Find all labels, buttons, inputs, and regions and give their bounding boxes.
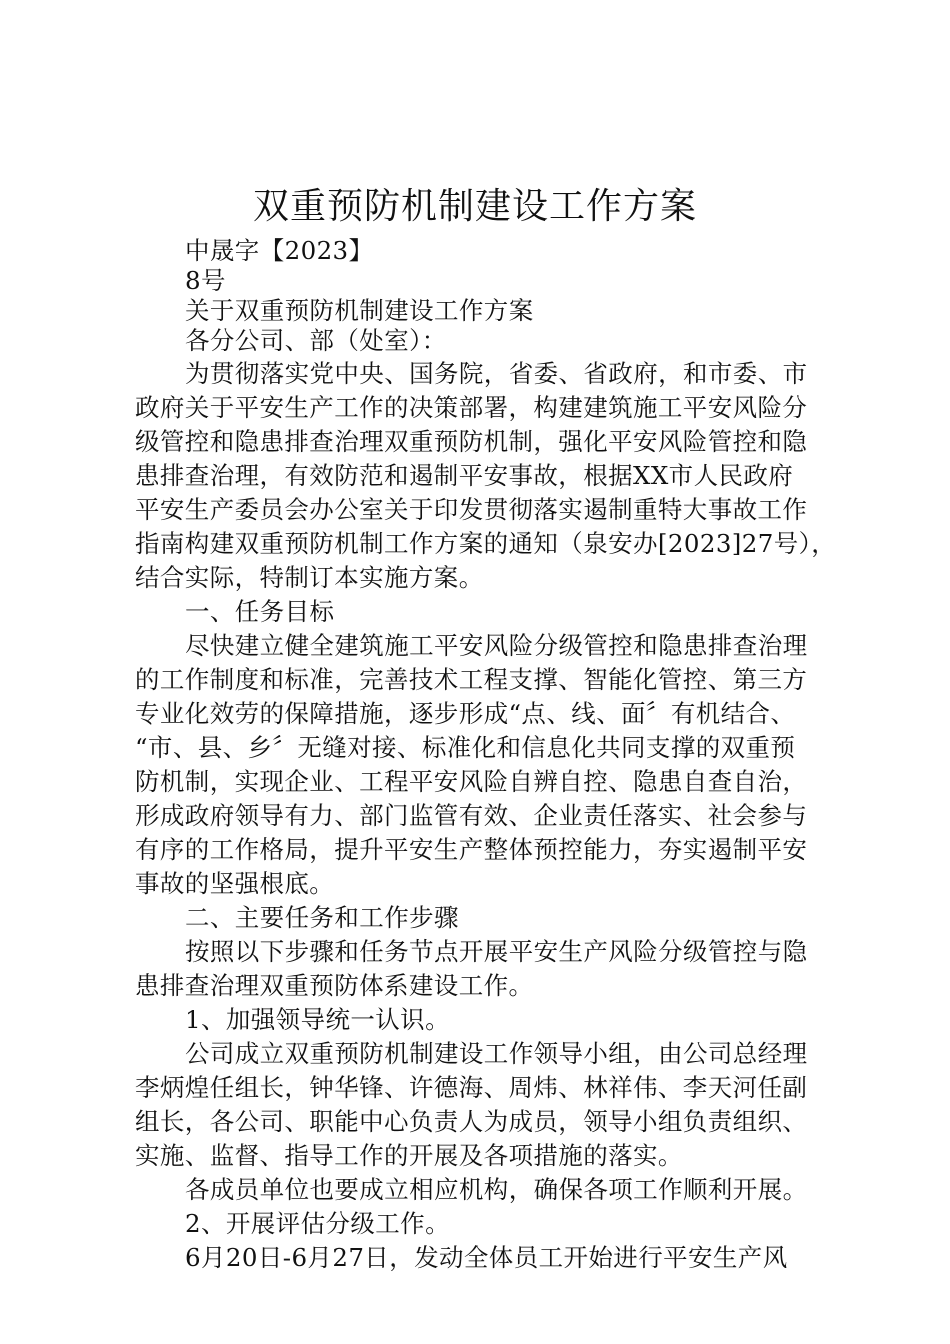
doc-subject: 关于双重预防机制建设工作方案 xyxy=(185,296,534,325)
paragraph-line: 患排查治理双重预防体系建设工作。 xyxy=(135,971,534,1000)
section-heading: 二、主要任务和工作步骤 xyxy=(185,903,459,932)
paragraph-line: 李炳煌任组长，钟华锋、许德海、周炜、林祥伟、李天河任副 xyxy=(135,1073,808,1102)
paragraph-line: 的工作制度和标准，完善技术工程支撑、智能化管控、第三方 xyxy=(135,665,808,694)
paragraph-line: 有序的工作格局，提升平安生产整体预控能力，夯实遏制平安 xyxy=(135,835,808,864)
paragraph-line: 各成员单位也要成立相应机构，确保各项工作顺利开展。 xyxy=(185,1175,808,1204)
doc-number: 中晟字【2023】 xyxy=(185,236,374,265)
subsection-heading: 2、开展评估分级工作。 xyxy=(185,1209,450,1238)
paragraph-line: 公司成立双重预防机制建设工作领导小组，由公司总经理 xyxy=(185,1039,808,1068)
doc-recipients: 各分公司、部（处室）： xyxy=(185,326,447,355)
paragraph-line: 按照以下步骤和任务节点开展平安生产风险分级管控与隐 xyxy=(185,937,808,966)
paragraph-line: “市、县、乡〞无缝对接、标准化和信息化共同支撑的双重预 xyxy=(135,733,796,762)
doc-number-suffix: 8号 xyxy=(185,266,226,295)
paragraph-line: 级管控和隐患排查治理双重预防机制，强化平安风险管控和隐 xyxy=(135,427,808,456)
paragraph-line: 患排查治理，有效防范和遏制平安事故，根据XX市人民政府 xyxy=(135,461,794,490)
paragraph-line: 防机制，实现企业、工程平安风险自辨自控、隐患自查自治， xyxy=(135,767,808,796)
paragraph-line: 为贯彻落实党中央、国务院，省委、省政府，和市委、市 xyxy=(185,359,808,388)
paragraph-line: 政府关于平安生产工作的决策部署，构建建筑施工平安风险分 xyxy=(135,393,808,422)
paragraph-line: 尽快建立健全建筑施工平安风险分级管控和隐患排查治理 xyxy=(185,631,808,660)
section-heading: 一、任务目标 xyxy=(185,597,335,626)
paragraph-line: 组长，各公司、职能中心负责人为成员，领导小组负责组织、 xyxy=(135,1107,808,1136)
document-title: 双重预防机制建设工作方案 xyxy=(252,186,697,227)
subsection-heading: 1、加强领导统一认识。 xyxy=(185,1005,450,1034)
paragraph-line: 6月20日-6月27日，发动全体员工开始进行平安生产风 xyxy=(185,1243,788,1272)
paragraph-line: 结合实际，特制订本实施方案。 xyxy=(135,563,484,592)
paragraph-line: 实施、监督、指导工作的开展及各项措施的落实。 xyxy=(135,1141,683,1170)
paragraph-line: 形成政府领导有力、部门监管有效、企业责任落实、社会参与 xyxy=(135,801,808,830)
paragraph-line: 专业化效劳的保障措施，逐步形成“点、线、面〞有机结合、 xyxy=(135,699,796,728)
paragraph-line: 指南构建双重预防机制工作方案的通知（泉安办[2023]27号）， xyxy=(135,529,837,558)
paragraph-line: 平安生产委员会办公室关于印发贯彻落实遏制重特大事故工作 xyxy=(135,495,808,524)
paragraph-line: 事故的坚强根底。 xyxy=(135,869,335,898)
